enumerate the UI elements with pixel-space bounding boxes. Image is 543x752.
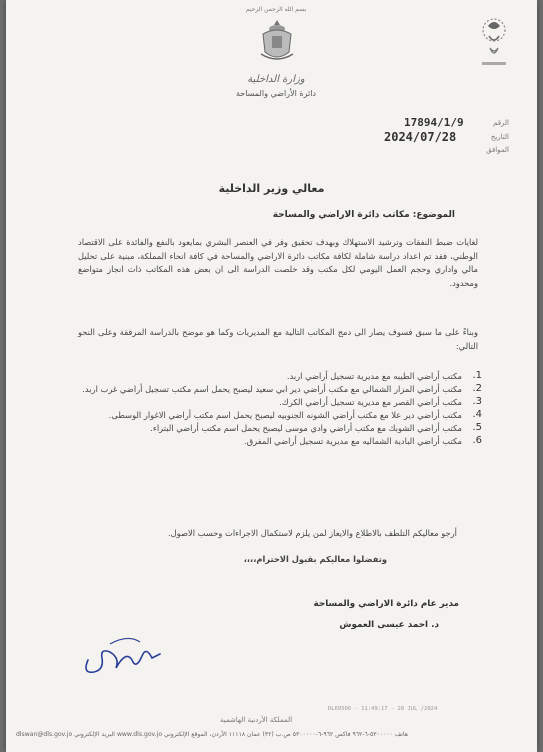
paragraph-merge: وبناءً على ما سبق فسوف يصار الى دمج المكاتب التالية مع المديريات وكما هو موضح بالدراسة المرفقة وعلى النحو التالي: xyxy=(78,327,478,351)
ministry-name: وزارة الداخلية xyxy=(247,74,305,85)
list-item xyxy=(64,370,482,383)
footer-contact: هاتف ٥٣٠٠٠٠٠-٦-٩٦٢ فاكس ٩٦٢-٦-٥٣٠٠٠٠٠ ص.ب (٣٢) عمان ١١١١٨ الأردن، الموقع الإلكتروني www.dls.gov.jo البريد الإلكتروني dlswan@dls.gov.jo xyxy=(16,731,408,738)
handwritten-signature-icon xyxy=(80,630,170,680)
list-number: 1. xyxy=(472,370,482,381)
system-stamp: DL69506 - 11:49:17 - 28 JUL /2024 xyxy=(328,706,438,712)
department-emblem-icon xyxy=(474,14,514,72)
list-text: مكتب أراضي الشوبك مع مكتب أراضي وادي موسى ليصبح يحمل اسم مكتب أراضي البتراء. xyxy=(150,423,462,433)
ref-date: 2024/07/28 xyxy=(384,130,457,144)
list-text: مكتب أراضي المزار الشمالي مع مكتب أراضي دير ابي سعيد ليصبح يحمل اسم مكتب تسجيل أراضي غرب اربد. xyxy=(82,384,462,394)
list-number: 5. xyxy=(472,422,482,433)
recipient: معالي وزير الداخلية xyxy=(218,182,325,195)
list-number: 2. xyxy=(472,383,482,394)
courtesy-line: وتفضلوا معاليكم بقبول الاحترام،،،، xyxy=(243,554,387,564)
list-number: 3. xyxy=(472,396,482,407)
list-text: مكتب أراضي البادية الشماليه مع مديرية تسجيل أراضي المفرق. xyxy=(244,436,462,446)
request-line: أرجو معاليكم التلطف بالاطلاع والايعاز لمن يلزم لاستكمال الاجراءات وحسب الاصول. xyxy=(168,528,457,538)
ref-number: 17894/1/9 xyxy=(404,116,464,129)
list-text: مكتب أراضي الطيبه مع مديرية تسجيل أراضي اربد. xyxy=(286,371,462,381)
list-number: 6. xyxy=(472,435,482,446)
office-merge-list xyxy=(64,370,482,448)
signatory-title: مدير عام دائرة الاراضي والمساحة xyxy=(313,599,459,609)
subject-line: الموضوع: مكاتب دائرة الاراضي والمساحة xyxy=(272,210,455,220)
list-item xyxy=(64,383,482,396)
jordan-coat-of-arms-icon xyxy=(257,18,297,64)
list-number: 4. xyxy=(472,409,482,420)
footer-org: المملكة الأردنية الهاشمية xyxy=(220,716,293,724)
paragraph-intro: لغايات ضبط النفقات وترشيد الاستهلاك وبهدف تحقيق وفر في العنصر البشري بمايعود بالنفع والفائدة على الاقتصاد الوطني، فقد تم اعداد دراسة شاملة لكافة مكاتب دائرة الاراضي والمساحة في كافة انحاء المملكة، مبنية على تحليل مالي واداري وحجم العمل اليومي لكل مكتب وقد خلصت الدراسة الى ان بعض هذه المكاتب ذات انجاز متواضع ومحدود. xyxy=(78,237,478,288)
letter-page xyxy=(6,0,537,752)
list-item xyxy=(64,422,482,435)
list-item xyxy=(64,396,482,409)
ref-number-label: الرقم xyxy=(493,119,509,127)
list-text: مكتب أراضي دير علا مع مكتب أراضي الشونه الجنوبيه ليصبح يحمل اسم مكتب أراضي الاغوار الوسطى. xyxy=(108,410,462,420)
ref-date-label: التاريخ xyxy=(490,133,509,141)
ref-corresponding-label: الموافق xyxy=(486,146,509,154)
basmala: بسم الله الرحمن الرحيم xyxy=(245,6,307,13)
list-text: مكتب أراضي القصر مع مديرية تسجيل أراضي الكرك. xyxy=(279,397,462,407)
list-item xyxy=(64,435,482,448)
list-item xyxy=(64,409,482,422)
signatory-name: د. احمد عيسى العموش xyxy=(339,620,439,630)
department-name: دائرة الأراضي والمساحة xyxy=(236,89,316,98)
